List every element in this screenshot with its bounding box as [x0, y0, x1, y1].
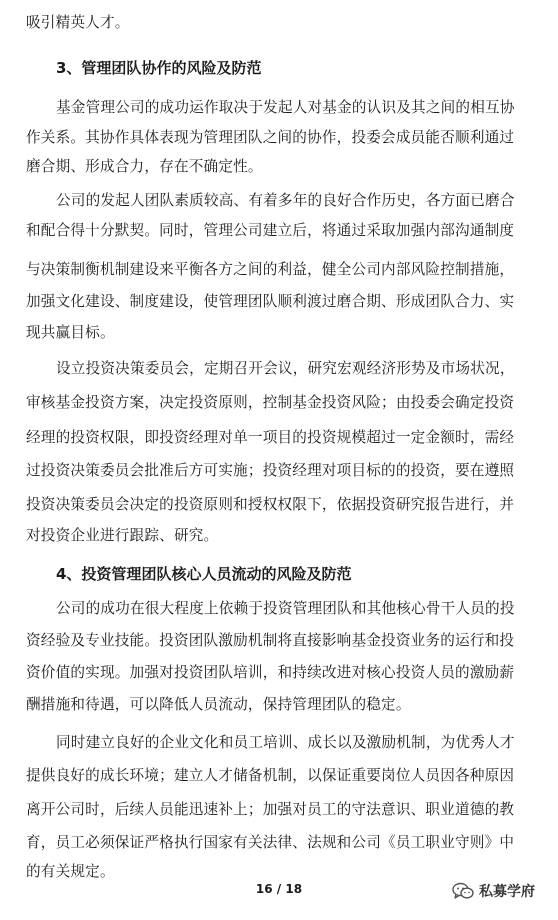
text-line: 设立投资决策委员会，定期召开会议，研究宏观经济形势及市场状况， — [56, 360, 515, 377]
page-number: 16 / 18 — [255, 882, 303, 896]
text-line: 公司的成功在很大程度上依赖于投资管理团队和其他核心骨干人员的投 — [56, 600, 515, 617]
text-line: 现共赢目标。 — [26, 324, 115, 341]
text-line: 加强文化建设、制度建设，使管理团队顺利渡过磨合期、形成团队合力、实 — [26, 293, 515, 310]
watermark-text: 私募学府 — [479, 884, 535, 900]
wechat-icon — [452, 882, 474, 900]
watermark — [452, 881, 535, 901]
text-line: 育，员工必须保证严格执行国家有关法律、法规和公司《员工职业守则》中 — [26, 834, 515, 851]
text-line: 同时建立良好的企业文化和员工培训、成长以及激励机制，为优秀人才 — [56, 734, 515, 751]
text-line: 酬措施和待遇，可以降低人员流动，保持管理团队的稳定。 — [26, 696, 411, 713]
text-line: 经理的投资权限，即投资经理对单一项目的投资规模超过一定金额时，需经 — [26, 429, 515, 446]
text-line: 的有关规定。 — [26, 863, 115, 880]
text-line: 离开公司时，后续人员能迅速补上；加强对员工的守法意识、职业道德的教 — [26, 801, 515, 818]
text-line: 投资决策委员会决定的投资原则和授权权限下，依据投资研究报告进行，并 — [26, 496, 515, 513]
text-line: 公司的发起人团队素质较高、有着多年的良好合作历史，各方面已磨合 — [56, 192, 515, 209]
text-line: 和配合得十分默契。同时，管理公司建立后，将通过采取加强内部沟通制度 — [26, 222, 515, 239]
text-line: 吸引精英人才。 — [26, 14, 130, 31]
text-line: 基金管理公司的成功运作取决于发起人对基金的认识及其之间的相互协 — [56, 99, 515, 116]
section-heading-3: 3、管理团队协作的风险及防范 — [56, 59, 262, 77]
section-heading-4: 4、投资管理团队核心人员流动的风险及防范 — [56, 565, 352, 583]
text-line: 对投资企业进行跟踪、研究。 — [26, 527, 219, 544]
text-line: 资价值的实现。加强对投资团队培训，和持续改进对核心投资人员的激励薪 — [26, 664, 515, 681]
text-line: 与决策制衡机制建设来平衡各方之间的利益，健全公司内部风险控制措施， — [26, 261, 515, 278]
text-line: 作关系。其协作具体表现为管理团队之间的协作，投委会成员能否顺利通过 — [26, 129, 515, 146]
text-line: 资经验及专业技能。投资团队激励机制将直接影响基金投资业务的运行和投 — [26, 632, 515, 649]
text-line: 提供良好的成长环境；建立人才储备机制，以保证重要岗位人员因各种原因 — [26, 767, 515, 784]
text-line: 磨合期、形成合力，存在不确定性。 — [26, 158, 263, 175]
text-line: 过投资决策委员会批准后方可实施；投资经理对项目标的的投资，要在遵照 — [26, 462, 515, 479]
text-line: 审核基金投资方案，决定投资原则，控制基金投资风险；由投委会确定投资 — [26, 394, 515, 411]
